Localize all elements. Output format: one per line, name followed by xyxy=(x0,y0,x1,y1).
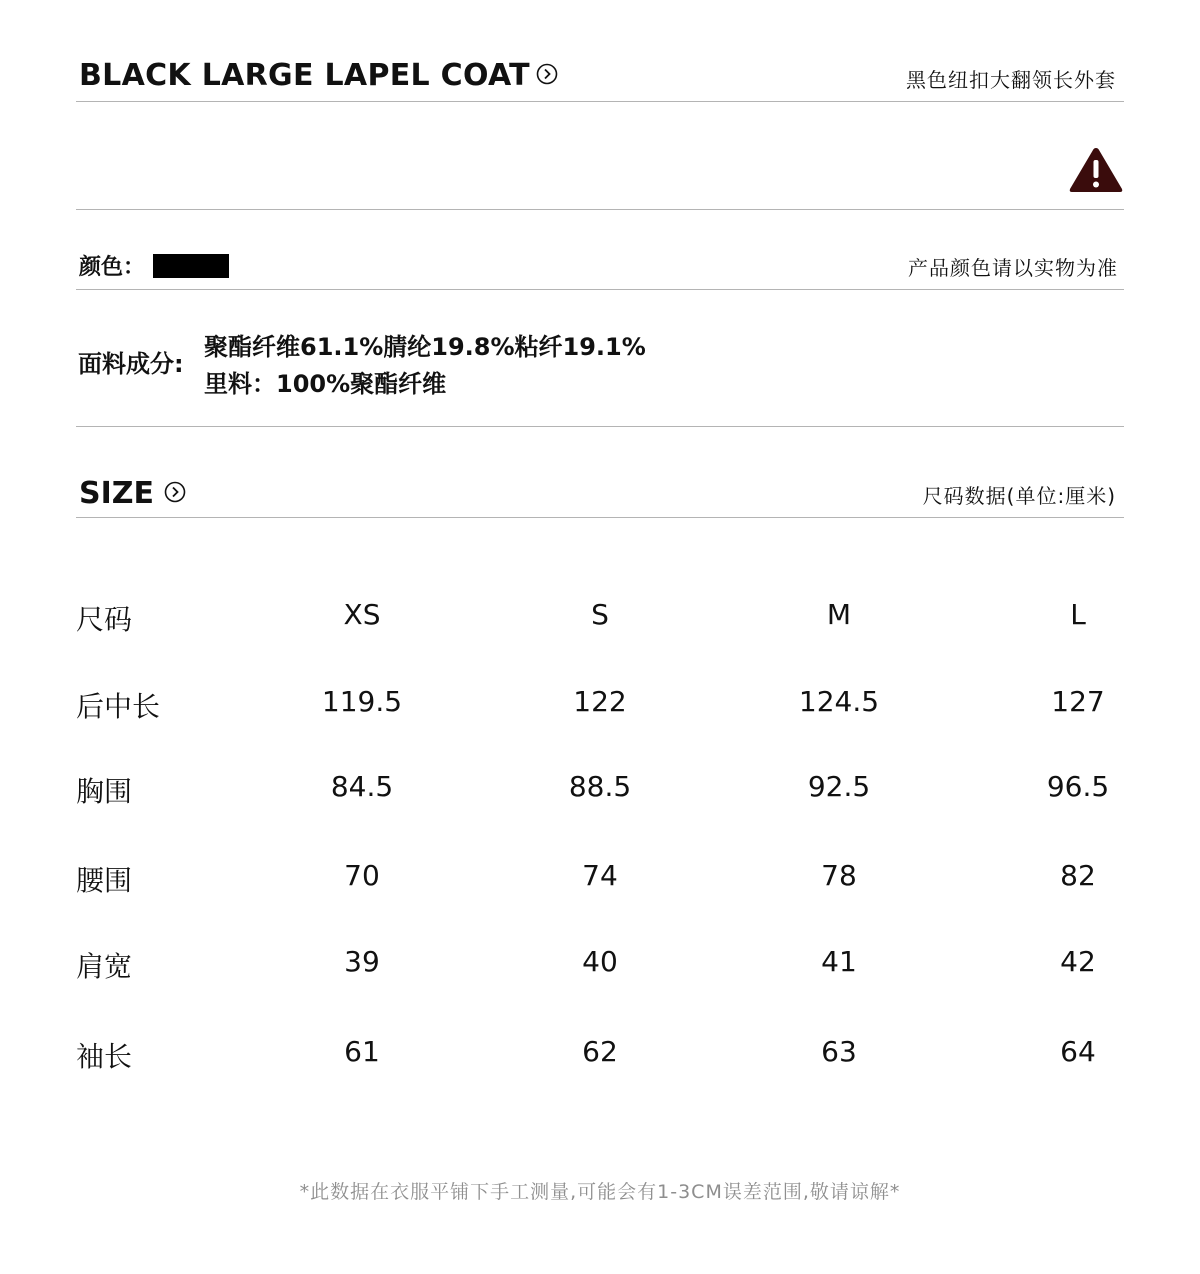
table-header-row xyxy=(0,598,1200,638)
table-cell: 41 xyxy=(821,945,857,978)
table-cell: 96.5 xyxy=(1046,770,1110,803)
divider xyxy=(76,289,1124,290)
table-cell: 40 xyxy=(582,945,618,978)
table-cell: 42 xyxy=(1060,945,1096,978)
row-label: 肩宽 xyxy=(76,950,133,983)
table-cell: 64 xyxy=(1060,1035,1096,1068)
divider xyxy=(76,209,1124,210)
product-title-en: BLACK LARGE LAPEL COAT xyxy=(79,58,530,93)
size-title: SIZE xyxy=(79,476,155,511)
size-l: L xyxy=(1070,598,1086,631)
table-cell: 92.5 xyxy=(807,770,871,803)
table-cell: 74 xyxy=(582,859,618,892)
size-s: S xyxy=(591,598,609,631)
table-row xyxy=(0,685,1200,725)
measurement-footnote: *此数据在衣服平铺下手工测量,可能会有1-3CM误差范围,敬请谅解* xyxy=(299,1181,901,1203)
fabric-label: 面料成分: xyxy=(78,350,184,378)
color-label: 颜色： xyxy=(79,255,146,280)
table-row xyxy=(0,859,1200,899)
size-unit-note: 尺码数据(单位:厘米) xyxy=(922,484,1116,508)
table-cell: 78 xyxy=(821,859,857,892)
table-cell: 84.5 xyxy=(330,770,394,803)
row-label: 袖长 xyxy=(76,1040,133,1073)
table-cell: 127 xyxy=(1051,685,1105,718)
color-swatch xyxy=(153,254,229,278)
table-cell: 122 xyxy=(573,685,627,718)
size-xs: XS xyxy=(343,598,381,631)
circle-chevron-right-icon xyxy=(164,476,186,511)
warning-triangle-icon xyxy=(1068,146,1124,198)
table-row xyxy=(0,1035,1200,1075)
table-cell: 70 xyxy=(344,859,380,892)
product-title-cn: 黑色纽扣大翻领长外套 xyxy=(906,68,1116,92)
table-cell: 61 xyxy=(344,1035,380,1068)
color-field xyxy=(79,250,229,281)
lining-composition: 里料：100%聚酯纤维 xyxy=(204,370,447,398)
table-row xyxy=(0,770,1200,810)
row-label: 腰围 xyxy=(76,864,133,897)
table-cell: 119.5 xyxy=(321,685,403,718)
table-header-label: 尺码 xyxy=(76,603,133,636)
table-cell: 82 xyxy=(1060,859,1096,892)
table-cell: 39 xyxy=(344,945,380,978)
table-cell: 62 xyxy=(582,1035,618,1068)
row-label: 后中长 xyxy=(76,690,161,723)
table-cell: 63 xyxy=(821,1035,857,1068)
size-m: M xyxy=(826,598,852,631)
table-cell: 88.5 xyxy=(568,770,632,803)
row-label: 胸围 xyxy=(76,775,133,808)
table-row xyxy=(0,945,1200,985)
color-note: 产品颜色请以实物为准 xyxy=(908,256,1118,280)
divider xyxy=(76,101,1124,102)
size-section-title xyxy=(79,476,186,511)
divider xyxy=(76,517,1124,518)
divider xyxy=(76,426,1124,427)
table-cell: 124.5 xyxy=(798,685,880,718)
circle-chevron-right-icon xyxy=(536,58,558,93)
product-title xyxy=(79,58,558,93)
fabric-composition: 聚酯纤维61.1%腈纶19.8%粘纤19.1% xyxy=(204,333,646,361)
